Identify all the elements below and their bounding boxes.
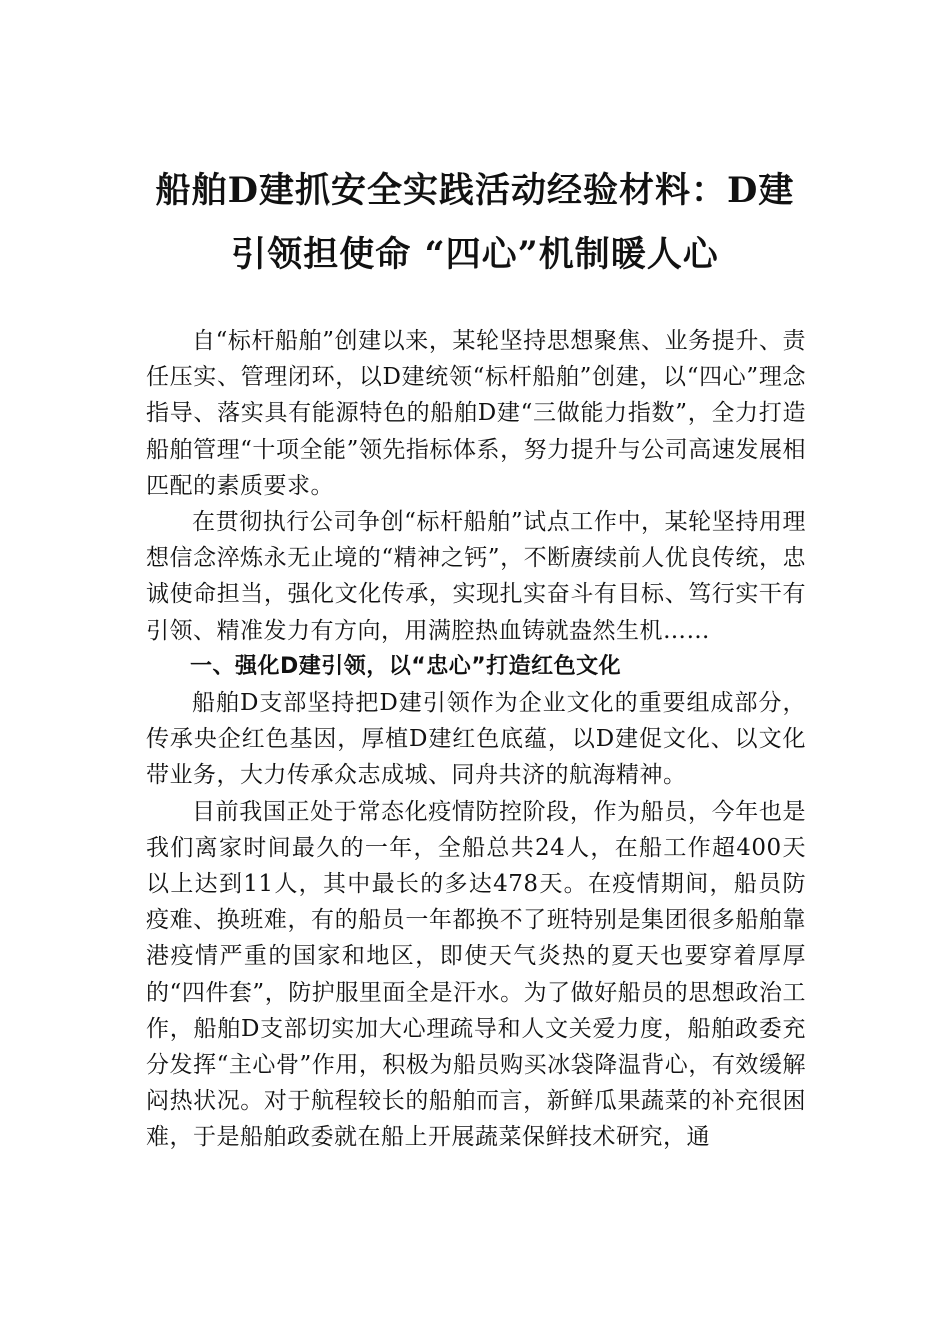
intro-paragraph-2: 在贯彻执行公司争创“标杆船舶”试点工作中，某轮坚持用理想信念淬炼永无止境的“精神之钙”，不断赓续前人优良传统，忠诚使命担当，强化文化传承，实现扎实奋斗有目标、笃行实干有引领、精准发力有方向，用满腔热血铸就盎然生机…… [146,509,806,644]
document-title-line-1: 船舶D建抓安全实践活动经验材料：D建 [155,170,795,211]
document-title-line-2: 引领担使命 “四心”机制暖人心 [231,234,719,275]
intro-paragraph-1: 自“标杆船舶”创建以来，某轮坚持思想聚焦、业务提升、责任压实、管理闭环，以D建统领“标杆船舶”创建，以“四心”理念指导、落实具有能源特色的船舶D建“三做能力指数”，全力打造船舶管理“十项全能”领先指标体系，努力提升与公司高速发展相匹配的素质要求。 [146,328,806,499]
document-body [146,323,806,1156]
section-1-paragraph-2: 目前我国正处于常态化疫情防控阶段，作为船员，今年也是我们离家时间最久的一年，全船总共24人，在船工作超400天以上达到11人，其中最长的多达478天。在疫情期间，船员防疫难、换班难，有的船员一年都换不了班特别是集团很多船舶靠港疫情严重的国家和地区，即使天气炎热的夏天也要穿着厚厚的“四件套”，防护服里面全是汗水。为了做好船员的思想政治工作，船舶D支部切实加大心理疏导和人文关爱力度，船舶政委充分发挥“主心骨”作用，积极为船员购买冰袋降温背心，有效缓解闷热状况。对于航程较长的船舶而言，新鲜瓜果蔬菜的补充很困难，于是船舶政委就在船上开展蔬菜保鲜技术研究，通 [146,798,806,1151]
section-1-heading: 一、强化D建引领，以“忠心”打造红色文化 [190,653,622,679]
section-1-paragraph-1: 船舶D支部坚持把D建引领作为企业文化的重要组成部分，传承央企红色基因，厚植D建红色底蕴，以D建促文化、以文化带业务，大力传承众志成城、同舟共济的航海精神。 [146,690,806,789]
